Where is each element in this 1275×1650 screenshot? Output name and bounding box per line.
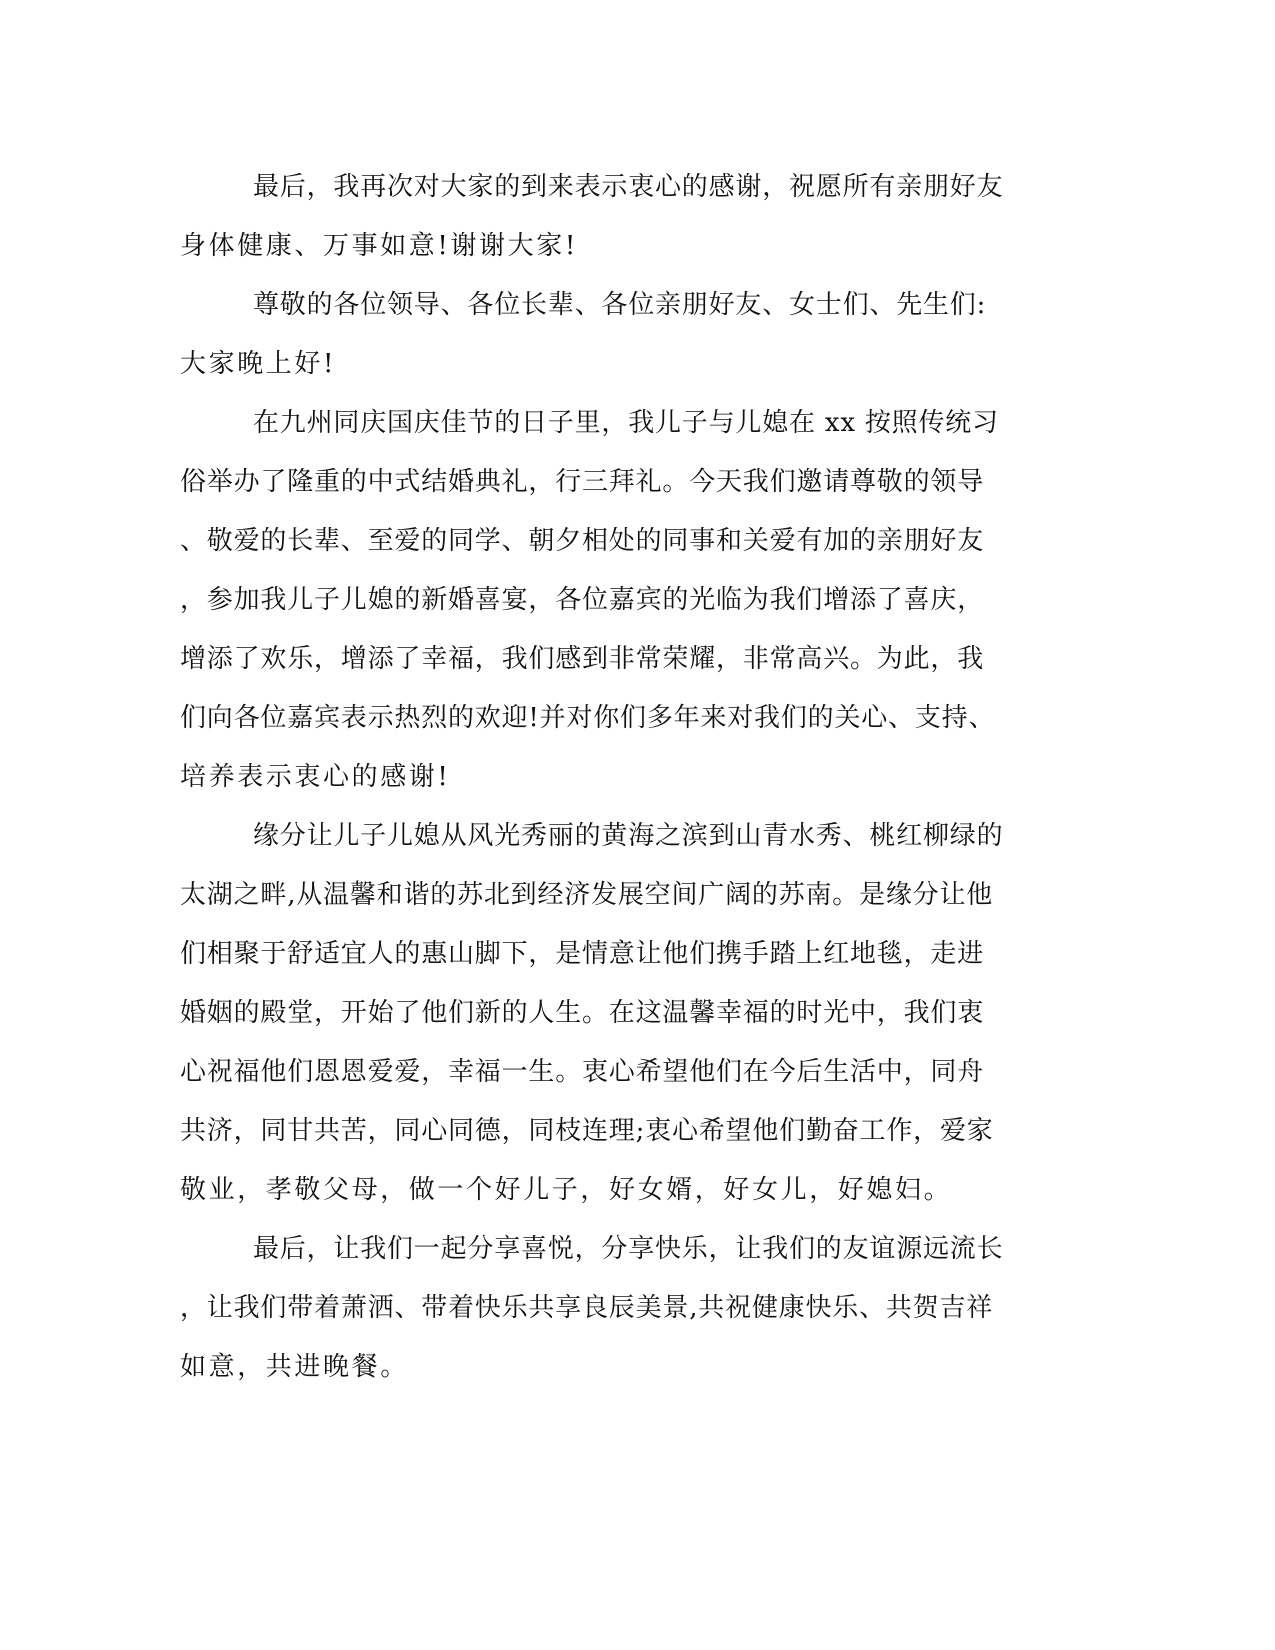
text-line: 身体健康、万事如意!谢谢大家! [180, 231, 578, 261]
text-line: 敬业，孝敬父母，做一个好儿子，好女婿，好女儿，好媳妇。 [180, 1175, 953, 1205]
text-line: 、敬爱的长辈、至爱的同学、朝夕相处的同事和关爱有加的亲朋好友 [180, 526, 985, 556]
text-line: 如意，共进晚餐。 [180, 1352, 409, 1382]
document-body [180, 158, 1030, 1397]
text-line: 培养表示衷心的感谢! [180, 762, 451, 792]
text-line: 心祝福他们恩恩爱爱，幸福一生。衷心希望他们在今后生活中，同舟 [180, 1057, 985, 1087]
text-line: 大家晚上好! [180, 349, 337, 379]
text-line: 俗举办了隆重的中式结婚典礼，行三拜礼。今天我们邀请尊敬的领导 [180, 467, 985, 497]
text-line: 最后，我再次对大家的到来表示衷心的感谢，祝愿所有亲朋好友 [253, 172, 1004, 202]
text-line: 共济，同甘共苦，同心同德，同枝连理;衷心希望他们勤奋工作，爱家 [180, 1116, 994, 1146]
text-line: 在九州同庆国庆佳节的日子里，我儿子与儿媳在 xx 按照传统习 [253, 408, 999, 438]
text-line: 最后，让我们一起分享喜悦，分享快乐，让我们的友谊源远流长 [253, 1234, 1004, 1264]
text-line: 尊敬的各位领导、各位长辈、各位亲朋好友、女士们、先生们: [253, 290, 987, 320]
text-line: ，参加我儿子儿媳的新婚喜宴，各位嘉宾的光临为我们增添了喜庆， [180, 585, 985, 615]
text-line: 婚姻的殿堂，开始了他们新的人生。在这温馨幸福的时光中，我们衷 [180, 998, 985, 1028]
text-line: 们相聚于舒适宜人的惠山脚下，是情意让他们携手踏上红地毯，走进 [180, 939, 985, 969]
text-line: 太湖之畔,从温馨和谐的苏北到经济发展空间广阔的苏南。是缘分让他 [180, 880, 994, 910]
text-line: 缘分让儿子儿媳从风光秀丽的黄海之滨到山青水秀、桃红柳绿的 [253, 821, 1004, 851]
text-line: ，让我们带着萧洒、带着快乐共享良辰美景,共祝健康快乐、共贺吉祥 [180, 1293, 994, 1323]
text-line: 增添了欢乐，增添了幸福，我们感到非常荣耀，非常高兴。为此，我 [180, 644, 985, 674]
text-line: 们向各位嘉宾表示热烈的欢迎!并对你们多年来对我们的关心、支持、 [180, 703, 996, 733]
